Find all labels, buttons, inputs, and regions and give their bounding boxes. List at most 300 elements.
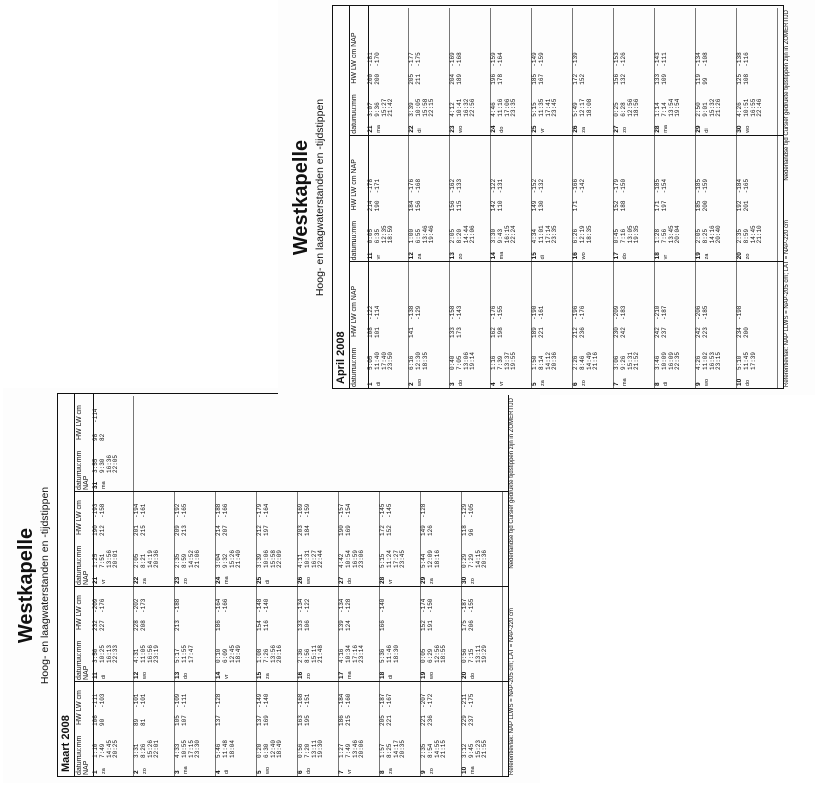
- low-water-levels: -143 -111: [654, 52, 668, 67]
- table-row: [215, 587, 257, 681]
- header-datum: datum: [76, 660, 83, 680]
- tide-times: 4:12 10:41 16:32 22:56: [449, 98, 477, 117]
- weekday: za: [417, 253, 423, 260]
- low-water-levels: -184 -165: [736, 178, 750, 194]
- high-water-levels: 186 215: [338, 715, 352, 726]
- weekday: zo: [745, 253, 751, 260]
- high-water-levels: 214 207: [215, 525, 229, 536]
- weekday: di: [388, 674, 394, 679]
- table-row: [449, 136, 491, 262]
- table-row: [174, 587, 216, 681]
- tide-times: 3:12 9:45 15:23 21:55: [461, 739, 489, 758]
- table-row: [736, 136, 778, 262]
- day-number: 3: [449, 382, 456, 386]
- day-number: 23: [449, 125, 456, 133]
- low-water-levels: -152 -132: [531, 178, 545, 194]
- day-number: 1: [92, 770, 99, 774]
- tide-times: 3:46 10:09 16:09 22:35: [654, 351, 682, 370]
- low-water-levels: -138 -129: [408, 305, 422, 320]
- high-water-levels: 149 130: [531, 200, 545, 212]
- high-water-levels: 149 126: [420, 525, 434, 536]
- high-water-levels: 185 200: [695, 200, 709, 212]
- table-row: [490, 136, 532, 262]
- table-body: [92, 394, 508, 776]
- table-row: [572, 262, 614, 388]
- weekday: zo: [470, 578, 476, 584]
- day-column: [367, 8, 783, 135]
- day-number: 30: [461, 576, 468, 584]
- high-water-levels: 185 167: [531, 73, 545, 85]
- table-row: [449, 8, 491, 135]
- weekday: za: [142, 578, 148, 584]
- high-water-levels: 201 215: [133, 525, 147, 536]
- tide-times: 2:35 8:59 14:52 21:06: [174, 549, 202, 568]
- header-time: uu:mm: [76, 450, 83, 472]
- table-row: [490, 8, 532, 135]
- header-time: uu:mm: [76, 545, 83, 567]
- tide-times: 6:26 12:19 18:35: [572, 225, 593, 244]
- high-water-levels: 212 197: [256, 525, 270, 536]
- tide-times: 1:57 8:25 14:17 20:35: [379, 739, 407, 758]
- high-water-levels: 139 124: [338, 620, 352, 631]
- table-row: [408, 262, 450, 388]
- table-row: [695, 8, 737, 135]
- weekday: ma: [376, 125, 382, 133]
- low-water-levels: -194 -161: [133, 503, 147, 518]
- day-number: 9: [695, 382, 702, 386]
- high-water-levels: 119 99: [695, 73, 709, 85]
- weekday: vr: [101, 579, 107, 584]
- tide-table: [332, 5, 784, 389]
- table-row: [92, 682, 134, 776]
- low-water-levels: -101 -101: [133, 693, 147, 708]
- table-row: [379, 587, 421, 681]
- day-number: 27: [613, 125, 620, 133]
- table-row: [379, 492, 421, 586]
- day-column: [92, 586, 508, 681]
- header-datum: datum: [351, 367, 358, 387]
- weekday: ma: [663, 125, 669, 133]
- tide-times: 1:50 8:14 14:12 20:36: [531, 351, 559, 370]
- weekday: do: [347, 577, 353, 584]
- day-column: [367, 135, 783, 262]
- low-water-levels: -109 -111: [174, 693, 188, 708]
- day-number: 8: [379, 770, 386, 774]
- low-water-levels: -122 -114: [367, 305, 381, 320]
- day-number: 17: [338, 671, 345, 679]
- weekday: do: [306, 767, 312, 774]
- tide-times: 1:28 7:56 13:45 20:04: [654, 225, 682, 244]
- header-levels: HW LW cm NAP: [351, 285, 358, 337]
- tide-times: 0:56 7:20 13:11 19:30: [297, 739, 325, 758]
- low-water-levels: -177 -175: [408, 52, 422, 67]
- table-row: [695, 136, 737, 262]
- low-water-levels: -181 -170: [367, 52, 381, 67]
- low-water-levels: -129 -105: [461, 503, 475, 518]
- tide-times: 5:05 11:40 17:40 23:50: [367, 351, 395, 370]
- low-water-levels: -140: [379, 598, 386, 613]
- weekday: do: [183, 672, 189, 679]
- tide-times: 5:36 11:46 18:30: [379, 644, 400, 663]
- high-water-levels: 190 212: [92, 525, 106, 536]
- weekday: wo: [704, 378, 710, 386]
- weekday: ma: [183, 766, 189, 774]
- table-row: [338, 587, 380, 681]
- low-water-levels: -162 -133: [449, 178, 463, 194]
- table-row: [572, 8, 614, 135]
- day-number: 22: [133, 576, 140, 584]
- day-number: 24: [215, 576, 222, 584]
- tide-times: 0:25 6:28 12:56 18:56: [613, 98, 641, 117]
- header-cell: [75, 396, 93, 491]
- low-water-levels: -114: [92, 408, 99, 423]
- day-number: 11: [92, 672, 99, 679]
- tide-times: 3:06 9:26 15:31 21:52: [613, 351, 641, 370]
- header-levels: HW LW cm NAP: [76, 690, 90, 775]
- high-water-levels: 189 221: [531, 327, 545, 338]
- table-row: [92, 587, 134, 681]
- tide-times: 4:31 11:05 16:56 23:19: [133, 644, 161, 663]
- weekday: za: [581, 126, 587, 133]
- weekday: za: [265, 673, 271, 679]
- header-time: uu:mm: [351, 347, 358, 369]
- weekday: vr: [376, 254, 382, 260]
- table-row: [420, 587, 462, 681]
- low-water-levels: -209 -183: [613, 305, 627, 320]
- header-levels: HW LW cm NAP: [351, 159, 358, 211]
- weekday: vr: [224, 674, 230, 679]
- header-datum: datum: [351, 114, 358, 134]
- tide-times: 1:16 7:39 13:37 19:55: [490, 351, 518, 370]
- month-label: April 2008: [335, 331, 347, 384]
- tide-times: 5:15 11:24 17:27 23:45: [379, 549, 407, 568]
- high-water-levels: 186: [215, 620, 222, 631]
- header-levels: HW LW cm NAP: [76, 500, 90, 585]
- tide-times: 2:36 8:56 15:11 21:48: [297, 644, 325, 663]
- tide-times: 4:34 11:01 17:14 23:35: [531, 225, 559, 244]
- table-row: [654, 262, 696, 388]
- table-row: [256, 587, 298, 681]
- high-water-levels: 204 189: [449, 73, 463, 85]
- table-row: [613, 136, 655, 262]
- day-number: 19: [695, 252, 702, 260]
- table-row: [408, 136, 450, 262]
- low-water-levels: -153 -126: [613, 52, 627, 67]
- table-row: [367, 8, 409, 135]
- header-datum: datum: [76, 565, 83, 585]
- tide-times: 2:26 8:46 14:49 21:16: [572, 351, 600, 370]
- low-water-levels: -134 -128: [338, 598, 352, 613]
- table-row: [736, 262, 778, 388]
- day-number: 11: [367, 252, 374, 260]
- weekday: za: [540, 380, 546, 386]
- table-row: [174, 682, 216, 776]
- table-row: [531, 136, 573, 262]
- low-water-levels: -166 -142: [572, 178, 586, 194]
- low-water-levels: -178 -171: [367, 178, 381, 194]
- high-water-levels: 228 208: [133, 620, 147, 631]
- table-row: [613, 8, 655, 135]
- footer-note: Nederlandse tijd Cursief gedrukte tijdstippen zijn in ZOMERTIJD: [784, 10, 790, 181]
- high-water-levels: 156 115: [449, 200, 463, 212]
- tide-times: 2:35 8:59 14:45 21:10: [736, 225, 764, 244]
- high-water-levels: 152 191: [420, 620, 434, 631]
- low-water-levels: -188 -166: [215, 503, 229, 518]
- table-header: [349, 6, 369, 388]
- table-row: [174, 492, 216, 586]
- table-row: [367, 262, 409, 388]
- high-water-levels: 172 152: [572, 73, 586, 85]
- tide-times: 2:05 8:25 14:16 20:40: [695, 225, 723, 244]
- high-water-levels: 137: [215, 715, 222, 726]
- tide-times: 1:27 7:49 13:46 20:06: [338, 739, 366, 758]
- low-water-levels: -192 -165: [174, 503, 188, 518]
- day-number: 21: [92, 576, 99, 584]
- tide-times: 2:05 8:21 14:19 20:36: [133, 549, 161, 568]
- tide-times: 3:39 10:06 15:58 22:09: [256, 549, 284, 568]
- day-number: 25: [531, 125, 538, 133]
- high-water-levels: 200 200: [367, 73, 381, 85]
- weekday: vr: [499, 381, 505, 386]
- weekday: zo: [142, 768, 148, 774]
- day-number: 13: [449, 252, 456, 260]
- low-water-levels: -185 -159: [695, 178, 709, 194]
- weekday: zo: [622, 126, 628, 133]
- high-water-levels: 98 82: [92, 433, 106, 441]
- header-time: uu:mm: [76, 735, 83, 757]
- day-number: 5: [256, 770, 263, 774]
- day-number: 15: [256, 671, 263, 679]
- low-water-levels: -128: [215, 693, 222, 708]
- tide-times: 3:07 9:36 15:27 21:42: [367, 98, 395, 117]
- high-water-levels: 142 110: [490, 200, 504, 212]
- day-number: 1: [367, 382, 374, 386]
- table-row: [461, 492, 503, 586]
- day-number: 29: [695, 125, 702, 133]
- table-row: [420, 492, 462, 586]
- table-body: [367, 6, 783, 388]
- tide-times: 1:14 7:14 13:54 19:54: [654, 98, 682, 117]
- day-number: 16: [297, 671, 304, 679]
- weekday: za: [704, 253, 710, 260]
- high-water-levels: 141: [408, 327, 415, 338]
- low-water-levels: -198: [736, 305, 743, 320]
- day-number: 8: [654, 382, 661, 386]
- table-row: [367, 136, 409, 262]
- table-row: [572, 136, 614, 262]
- high-water-levels: 133 109: [654, 73, 668, 85]
- high-water-levels: 205 211: [408, 73, 422, 85]
- header-time: uu:mm: [351, 94, 358, 116]
- tide-times: 1:08 7:26 13:56 20:16: [256, 644, 284, 663]
- low-water-levels: -209 -176: [92, 598, 106, 613]
- day-number: 12: [133, 671, 140, 679]
- day-number: 26: [572, 125, 579, 133]
- header-levels: HW LW cm NAP: [76, 405, 90, 490]
- table-row: [256, 492, 298, 586]
- header-levels: HW LW cm NAP: [351, 32, 358, 84]
- table-row: [654, 8, 696, 135]
- table-row: [297, 682, 339, 776]
- day-number: 24: [490, 125, 497, 133]
- table-row: [133, 587, 175, 681]
- low-water-levels: -211 -175: [461, 693, 475, 708]
- day-number: 21: [367, 125, 374, 133]
- day-number: 13: [174, 671, 181, 679]
- weekday: di: [663, 381, 669, 386]
- page-title: Westkapelle: [15, 527, 37, 644]
- tide-table: [57, 393, 509, 777]
- weekday: di: [265, 579, 271, 584]
- day-number: 10: [461, 766, 468, 774]
- page-maart: [3, 388, 540, 783]
- weekday: vr: [347, 769, 353, 774]
- low-water-levels: -148 -140: [256, 598, 270, 613]
- high-water-levels: 196 178: [490, 73, 504, 85]
- high-water-levels: 89 81: [133, 718, 147, 726]
- high-water-levels: 172 152: [379, 525, 393, 536]
- high-water-levels: 190 169: [338, 525, 352, 536]
- weekday: zo: [429, 768, 435, 774]
- high-water-levels: 163 195: [297, 715, 311, 726]
- tide-times: 1:10 7:49 14:45 20:25: [92, 739, 120, 758]
- day-number: 4: [215, 770, 222, 774]
- tide-times: 4:16 10:34 17:16 23:14: [338, 644, 366, 663]
- low-water-levels: -179 -164: [256, 503, 270, 518]
- low-water-levels: -210 -187: [654, 305, 668, 320]
- weekday: di: [704, 128, 710, 133]
- high-water-levels: 133 173: [449, 327, 463, 338]
- month-label: Maart 2008: [60, 715, 72, 772]
- table-row: [379, 682, 421, 776]
- tide-times: 2:35 8:54 14:55 21:15: [420, 739, 448, 758]
- weekday: vr: [388, 579, 394, 584]
- weekday: zo: [183, 578, 189, 584]
- day-column: [367, 261, 783, 388]
- tide-times: 3:55 9:30 16:36 22:05: [92, 454, 120, 473]
- table-row: [256, 682, 298, 776]
- low-water-levels: -158 -143: [449, 305, 463, 320]
- header-datum: datum: [76, 755, 83, 775]
- weekday: ma: [470, 766, 476, 774]
- header-time: uu:mm: [351, 220, 358, 243]
- page-subtitle: Hoog- en laagwaterstanden en -tijdstippen: [314, 98, 326, 297]
- table-row: [449, 262, 491, 388]
- day-number: 31: [92, 481, 99, 489]
- weekday: ma: [622, 378, 628, 386]
- table-row: [338, 492, 380, 586]
- high-water-levels: 106 90: [92, 715, 106, 726]
- table-row: [133, 492, 175, 586]
- weekday: za: [388, 768, 394, 774]
- weekday: wo: [429, 671, 435, 679]
- day-number: 18: [654, 252, 661, 260]
- header-levels: HW LW cm NAP: [76, 595, 90, 680]
- high-water-levels: 184 156: [408, 200, 422, 212]
- weekday: do: [745, 379, 751, 386]
- tide-times: 3:04 9:32 15:26 21:40: [215, 549, 243, 568]
- table-row: [654, 136, 696, 262]
- high-water-levels: 154 116: [256, 620, 270, 631]
- table-row: [215, 682, 257, 776]
- tide-times: 3:39 10:05 15:58 22:15: [408, 98, 436, 117]
- header-cell: [75, 681, 93, 776]
- day-number: 9: [420, 770, 427, 774]
- tide-times: 4:42 10:54 16:59 23:06: [338, 549, 366, 568]
- day-number: 23: [174, 576, 181, 584]
- low-water-levels: -184 -160: [338, 693, 352, 708]
- low-water-levels: -187 -167: [379, 693, 393, 708]
- header-datum: datum: [76, 470, 83, 490]
- day-number: 28: [654, 125, 661, 133]
- tide-times: 0:05 6:29 12:56 18:55: [420, 644, 448, 663]
- table-row: [420, 682, 462, 776]
- tide-times: 6:16 12:30 18:35: [408, 351, 429, 370]
- weekday: zo: [458, 253, 464, 260]
- tide-times: 5:46 11:48 18:04: [215, 739, 236, 758]
- high-water-levels: 234 200: [736, 327, 750, 338]
- weekday: ma: [347, 671, 353, 679]
- weekday: do: [499, 126, 505, 133]
- tide-times: 4:11 10:31 16:27 22:44: [297, 549, 325, 568]
- weekday: za: [429, 578, 435, 584]
- low-water-levels: -149 -159: [531, 52, 545, 67]
- header-cell: [350, 8, 368, 135]
- weekday: wo: [417, 378, 423, 386]
- day-number: 22: [408, 125, 415, 133]
- high-water-levels: 212 236: [572, 327, 586, 338]
- table-header: [74, 394, 94, 776]
- day-number: 18: [379, 671, 386, 679]
- high-water-levels: 152 188: [613, 200, 627, 212]
- low-water-levels: -174 -150: [420, 598, 434, 613]
- low-water-levels: -164 -166: [215, 598, 229, 613]
- weekday: wo: [142, 671, 148, 679]
- day-number: 2: [133, 770, 140, 774]
- high-water-levels: 242 223: [695, 327, 709, 338]
- day-number: 30: [736, 125, 743, 133]
- weekday: zo: [306, 673, 312, 679]
- tide-times: 0:40 7:05 13:06 19:14: [449, 351, 477, 370]
- low-water-levels: -111 -103: [92, 693, 106, 708]
- table-row: [461, 587, 503, 681]
- high-water-levels: 221 236: [420, 715, 434, 726]
- day-number: 20: [461, 671, 468, 679]
- high-water-levels: 205 221: [379, 715, 393, 726]
- low-water-levels: -193 -158: [92, 503, 106, 518]
- tide-times: 5:17 11:55 17:47: [174, 644, 195, 663]
- tide-times: 0:10 6:09 12:45 18:49: [215, 644, 243, 663]
- header-cell: [75, 491, 93, 586]
- low-water-levels: -188: [174, 598, 181, 613]
- low-water-levels: -149 -140: [256, 693, 270, 708]
- high-water-levels: 214 190: [367, 200, 381, 212]
- high-water-levels: 125 108: [736, 73, 750, 85]
- high-water-levels: 133 106: [297, 620, 311, 631]
- day-column: [92, 681, 508, 776]
- high-water-levels: 171 197: [654, 200, 668, 212]
- low-water-levels: -128: [420, 503, 427, 518]
- day-number: 2: [408, 382, 415, 386]
- weekday: di: [540, 255, 546, 260]
- low-water-levels: -169 -159: [297, 503, 311, 518]
- table-row: [297, 587, 339, 681]
- day-number: 16: [572, 252, 579, 260]
- page-subtitle: Hoog- en laagwaterstanden en -tijdstippen: [39, 486, 51, 685]
- high-water-levels: 209 213: [174, 525, 188, 536]
- footer-reference: Referentievlak: NAP LLWS = NAP-205 cm; LAT = NAP-220 cm: [509, 608, 515, 775]
- low-water-levels: -169 -168: [449, 52, 463, 67]
